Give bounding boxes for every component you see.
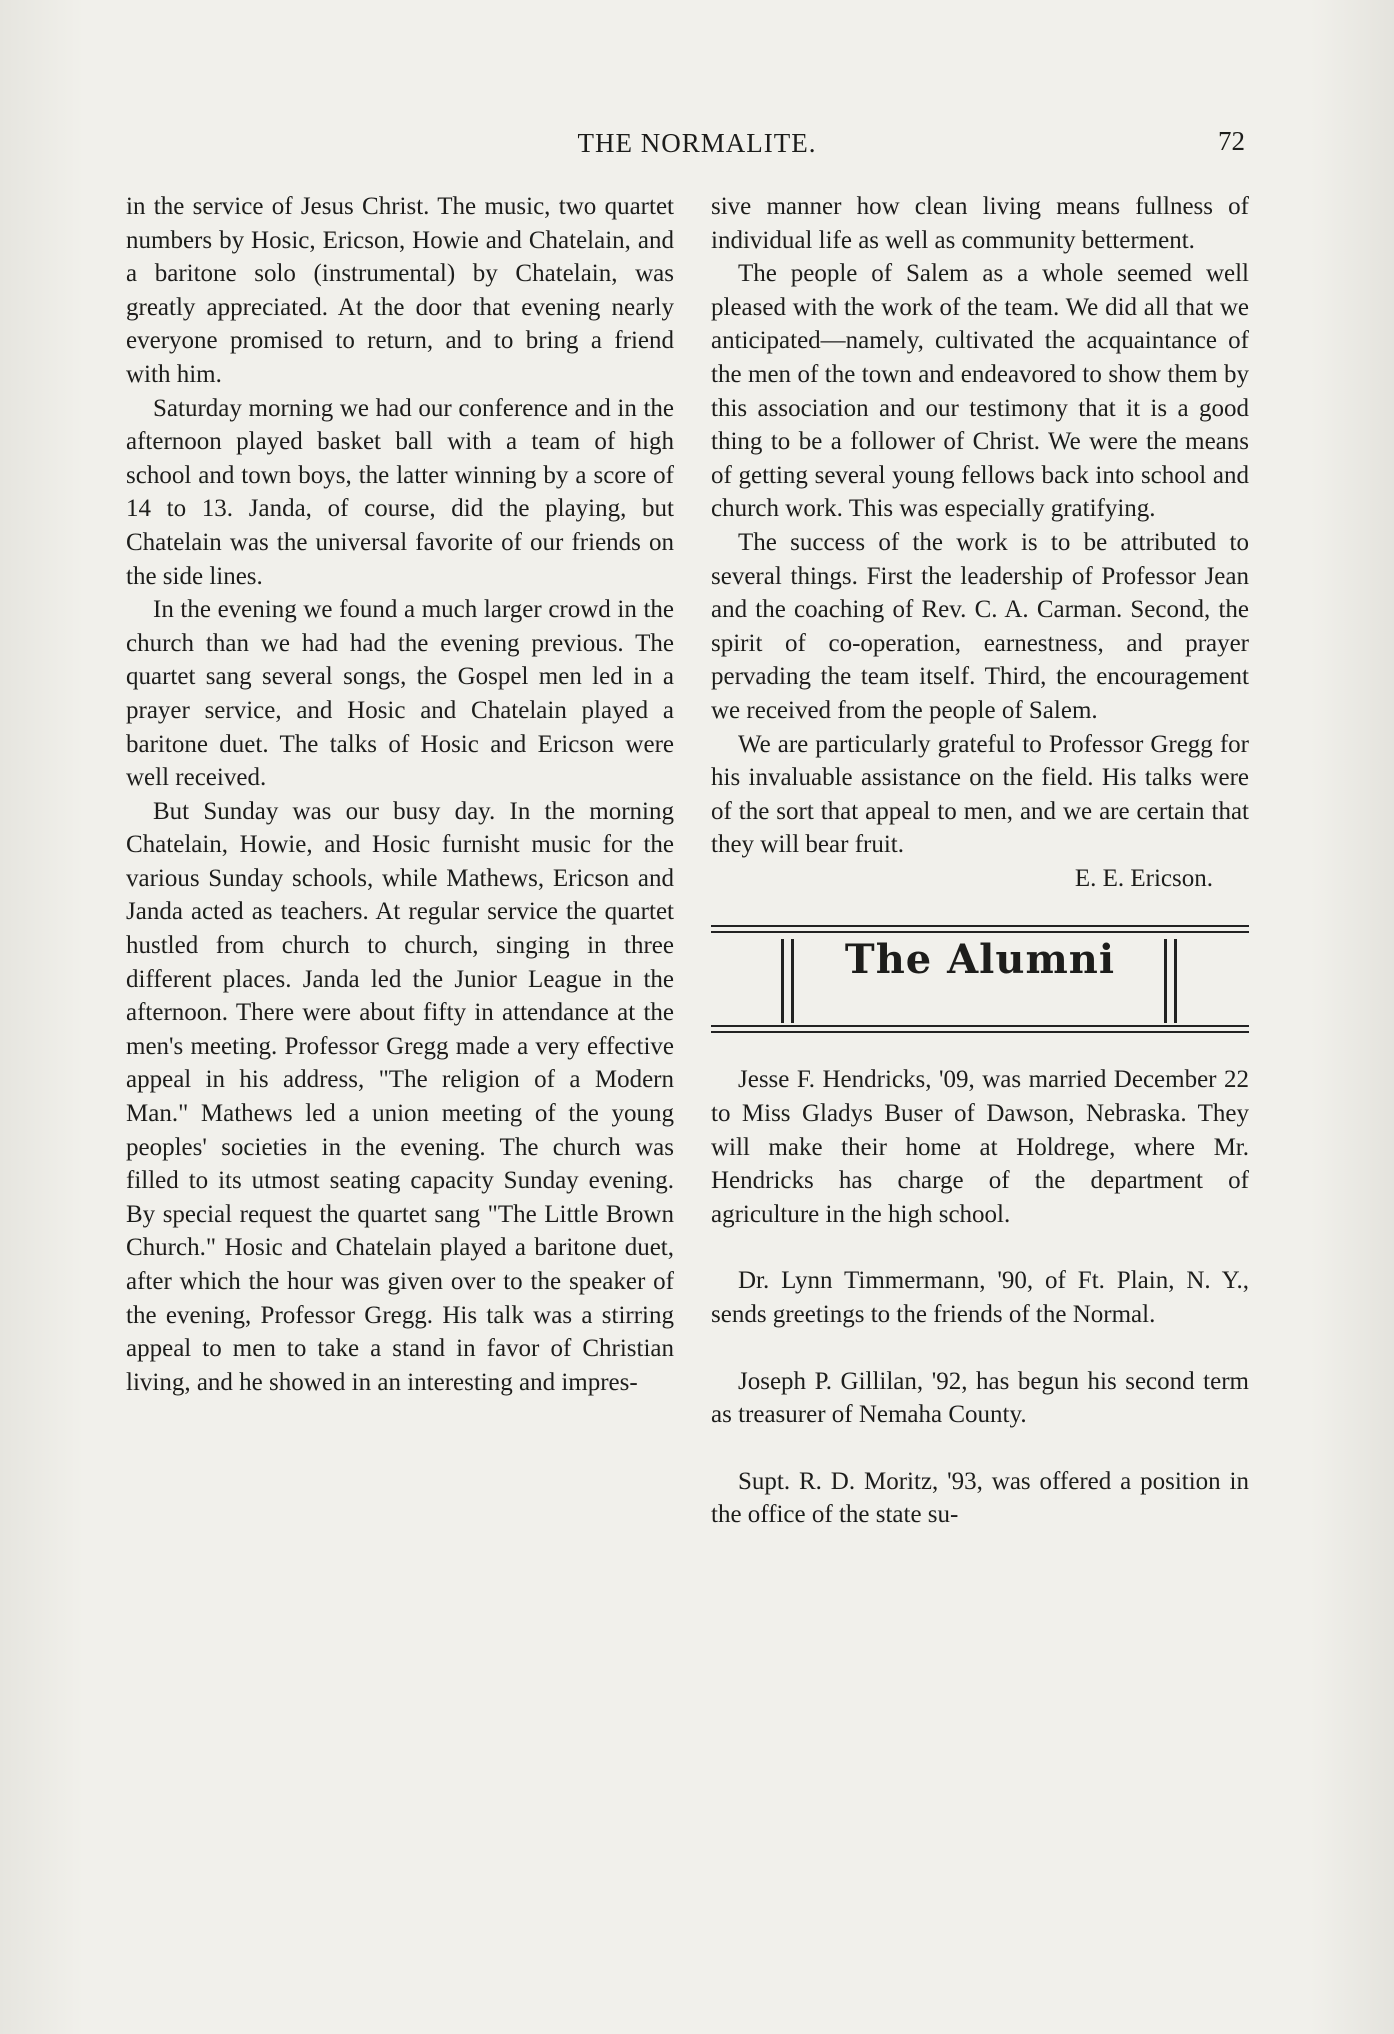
alumni-note: Dr. Lynn Timmermann, '90, of Ft. Plain, N. Y., sends greetings to the friends of the Normal. (711, 1267, 1249, 1329)
alumni-section-header (711, 925, 1249, 1037)
header-rule (711, 925, 1249, 927)
paragraph: The people of Salem as a whole seemed well pleased with the work of the team. We did all that we anticipated—namely, cultivated the acquaintance of the men of the town and endeavored to show them by this association and our testimony that it is a good thing to be a follower of Christ. We were the means of getting several young fellows back into school and church work. This was especially gratifying. (711, 260, 1249, 523)
paragraph: Saturday morning we had our conference and in the afternoon played basket ball with a team of high school and town boys, the latter winning by a score of 14 to 13. Janda, of course, did the playing, but Chatelain was the universal favorite of our friends on the side lines. (126, 394, 674, 590)
section-title: The Alumni (844, 936, 1116, 984)
right-column (711, 190, 1249, 1565)
alumni-note: Supt. R. D. Moritz, '93, was offered a position in the office of the state su- (711, 1467, 1249, 1529)
page-number: 72 (1218, 126, 1245, 156)
paragraph: in the service of Jesus Christ. The music, two quartet numbers by Hosic, Ericson, Howie and Chatelain, and a baritone solo (instrumental) by Chatelain, was greatly appreciated. At the door that evening nearly everyone promised to return, and to bring a friend with him. (126, 193, 674, 388)
running-head: THE NORMALITE. (577, 128, 817, 158)
paragraph: sive manner how clean living means fullness of individual life as well as community betterment. (711, 193, 1249, 254)
header-bar (1164, 939, 1167, 1023)
article-signature: E. E. Ericson. (1074, 864, 1213, 892)
paragraph: We are particularly grateful to Professor Gregg for his invaluable assistance on the field. His talks were of the sort that appeal to men, and we are certain that they will bear fruit. (711, 730, 1249, 859)
header-rule (711, 931, 1249, 933)
paragraph: But Sunday was our busy day. In the morning Chatelain, Howie, and Hosic furnisht music for the various Sunday schools, while Mathews, Ericson and Janda acted as teachers. At regular service the quartet hustled from church to church, singing in three different places. Janda led the Junior League in the afternoon. There were about fifty in attendance at the men's meeting. Professor Gregg made a very effective appeal in his address, "The religion of a Modern Man." Mathews led a union meeting of the young peoples' societies in the evening. The church was filled to its utmost seating capacity Sunday evening. By special request the quartet sang "The Little Brown Church." Hosic and Chatelain played a baritone duet, after which the hour was given over to the speaker of the evening, Professor Gregg. His talk was a stirring appeal to men to take a stand in favor of Christian living, and he showed in an interesting and impres- (126, 797, 674, 1396)
header-rule (711, 1025, 1249, 1027)
alumni-notes (711, 1063, 1249, 1532)
paragraph: The success of the work is to be attributed to several things. First the leadership of Professor Jean and the coaching of Rev. C. A. Carman. Second, the spirit of co-operation, earnestness, and prayer pervading the team itself. Third, the encouragement we received from the people of Salem. (711, 528, 1249, 724)
left-column (126, 190, 674, 1399)
alumni-note: Jesse F. Hendricks, '09, was married December 22 to Miss Gladys Buser of Dawson, Nebraska. They will make their home at Holdrege, where Mr. Hendricks has charge of the department of agriculture in the high school. (711, 1066, 1249, 1228)
header-rule (711, 1031, 1249, 1033)
alumni-note: Joseph P. Gillilan, '92, has begun his second term as treasurer of Nemaha County. (711, 1367, 1249, 1429)
header-bar (1174, 939, 1177, 1023)
paragraph: In the evening we found a much larger crowd in the church than we had had the evening previous. The quartet sang several songs, the Gospel men led in a prayer service, and Hosic and Chatelain played a baritone duet. The talks of Hosic and Ericson were well received. (126, 596, 674, 792)
